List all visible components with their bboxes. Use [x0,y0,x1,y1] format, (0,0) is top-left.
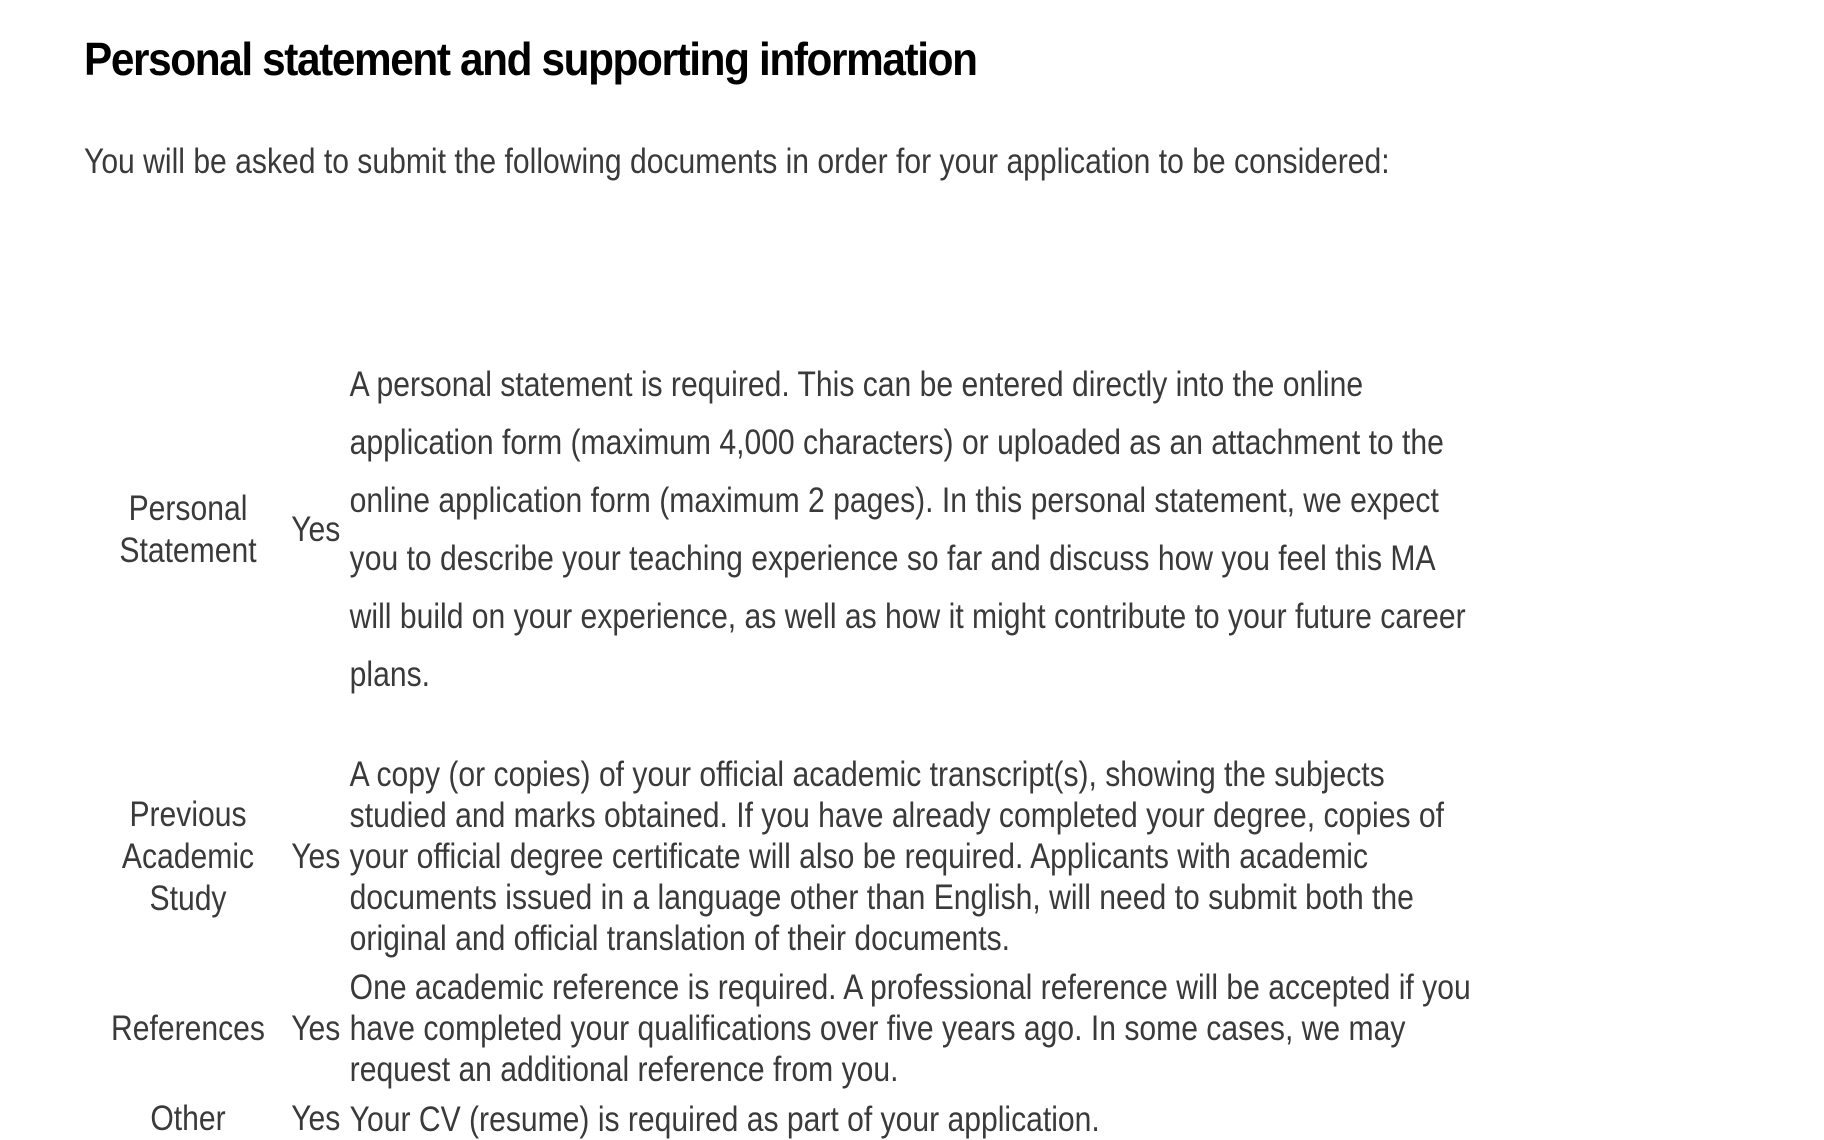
document-label: Personal Statement [119,489,257,570]
required-value: Yes [291,1099,341,1138]
document-description: A personal statement is required. This can be entered directly into the online application form (maximum 4,000 characters) or uploaded as an attachment to the online application form (maximum 2 pages). In this personal statement, we expect you to describe your teaching experience so far and discuss how you feel this MA will build on your experience, as well as how it might contribute to your future career plans. [349,365,1466,694]
document-label: Previous Academic Study [121,794,255,918]
required-value: Yes [291,510,341,549]
document-description: Your CV (resume) is required as part of your application. [349,1099,1100,1139]
table-row [102,1098,1476,1140]
document-description: One academic reference is required. A professional reference will be accepted if you have completed your qualifications over five years ago. In some cases, we may request an additional reference from you. [349,968,1471,1089]
required-value: Yes [291,836,341,876]
document-description: A copy (or copies) of your official academic transcript(s), showing the subjects studied and marks obtained. If you have already completed your degree, copies of your official degree certificate will also be required. Applicants with academic documents issued in a language other than English, will need to submit both the original and official translation of their documents. [349,755,1444,958]
intro-text: You will be asked to submit the following documents in order for your application to be considered: [84,142,1390,181]
documents-table [102,356,1476,1140]
document-label: Other [150,1099,226,1138]
required-value: Yes [291,1008,341,1048]
table-row [102,356,1476,754]
table-row [102,967,1476,1098]
table-row [102,754,1476,967]
section-heading: Personal statement and supporting information [84,33,977,85]
document-label: References [111,1008,265,1048]
